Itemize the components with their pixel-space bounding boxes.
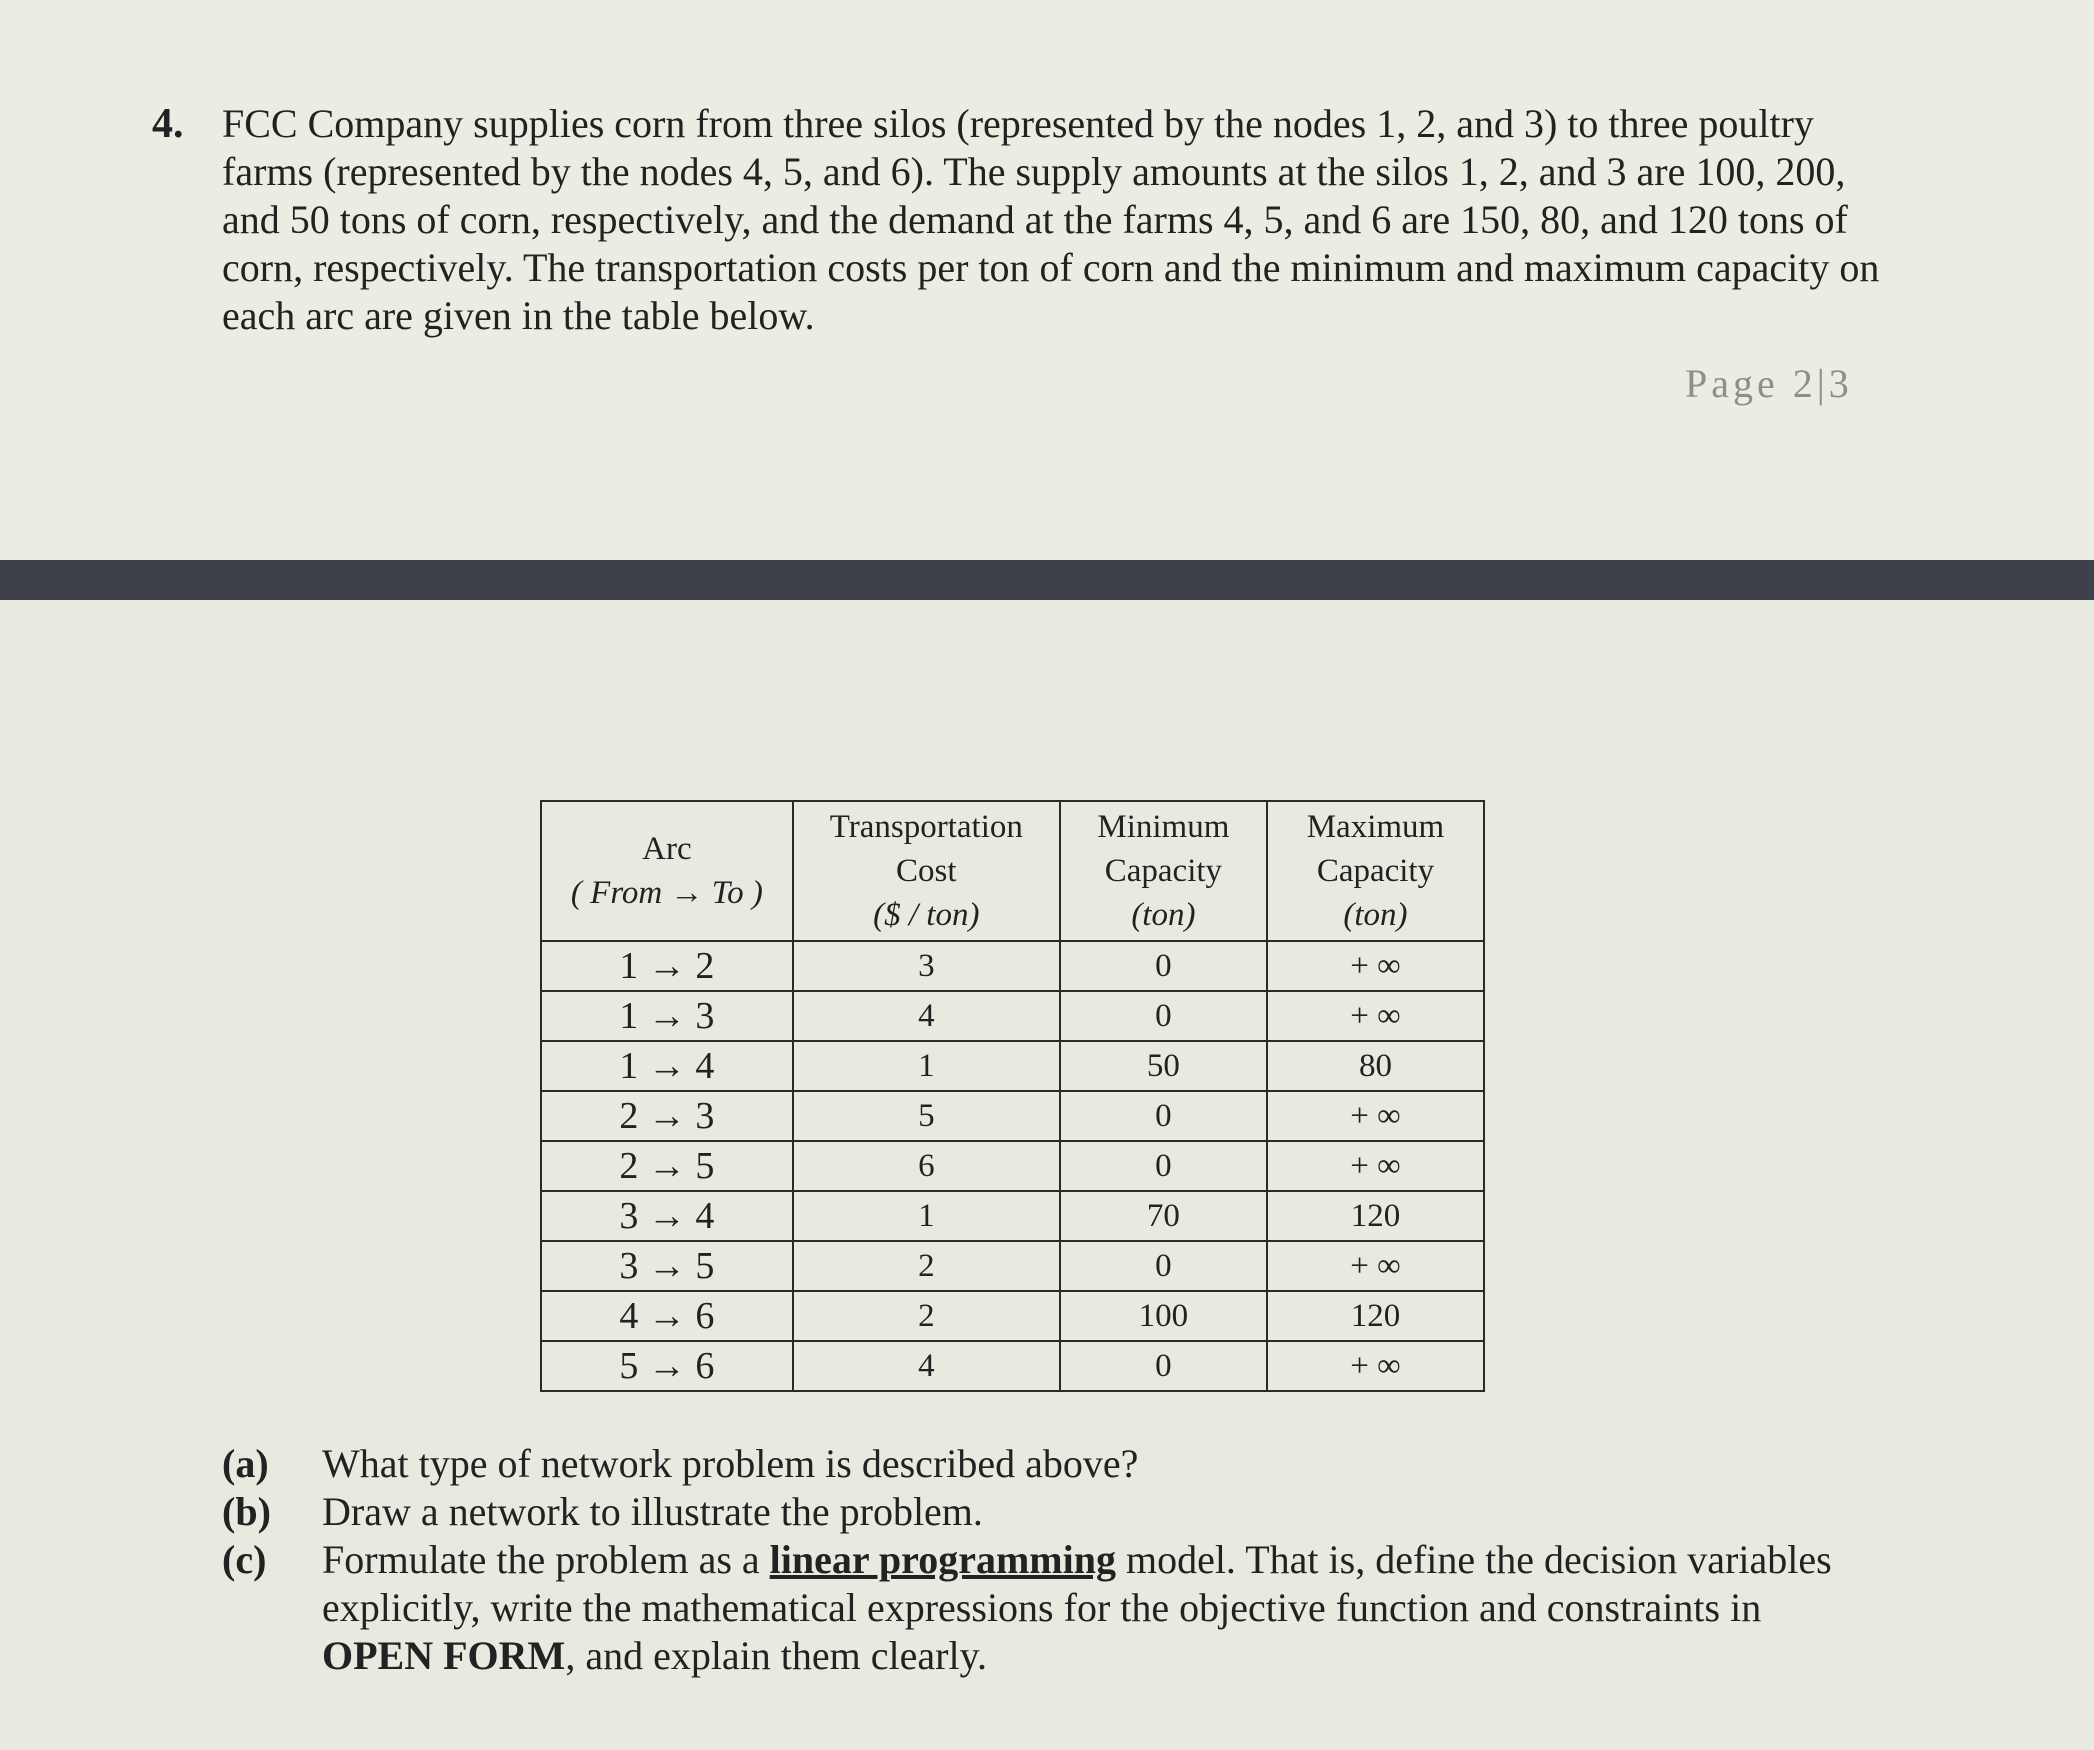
cost-cell: 2 (793, 1241, 1060, 1291)
part-b (222, 1488, 1862, 1536)
cost-cell: 4 (793, 1341, 1060, 1391)
table-row (541, 1041, 1484, 1091)
min-capacity-cell: 0 (1060, 1241, 1267, 1291)
min-capacity-cell: 0 (1060, 1091, 1267, 1141)
arc-cell: 3 → 4 (541, 1191, 793, 1241)
header-max-capacity: Maximum Capacity (ton) (1267, 801, 1484, 941)
min-capacity-cell: 0 (1060, 991, 1267, 1041)
max-capacity-cell: + ∞ (1267, 1241, 1484, 1291)
table-row (541, 1091, 1484, 1141)
arc-cell: 5 → 6 (541, 1341, 793, 1391)
arc-cell: 2 → 3 (541, 1091, 793, 1141)
header-arc: Arc ( From → To ) (541, 801, 793, 941)
arc-cell: 1 → 2 (541, 941, 793, 991)
question-text: FCC Company supplies corn from three silos (represented by the nodes 1, 2, and 3) to three poultry farms (represented by the nodes 4, 5, and 6). The supply amounts at the silos 1, 2, and 3 are 100, 200, and 50 tons of corn, respectively, and the demand at the farms 4, 5, and 6 are 150, 80, and 120 tons of corn, respectively. The transportation costs per ton of corn and the minimum and maximum capacity on each arc are given in the table below. (222, 101, 1880, 338)
max-capacity-cell: 120 (1267, 1291, 1484, 1341)
table-row (541, 1141, 1484, 1191)
table-row (541, 1341, 1484, 1391)
part-a (222, 1440, 1862, 1488)
max-capacity-cell: + ∞ (1267, 941, 1484, 991)
max-capacity-cell: 80 (1267, 1041, 1484, 1091)
table-row (541, 1241, 1484, 1291)
cost-cell: 6 (793, 1141, 1060, 1191)
table-row (541, 1291, 1484, 1341)
max-capacity-cell: 120 (1267, 1191, 1484, 1241)
min-capacity-cell: 70 (1060, 1191, 1267, 1241)
table-row (541, 991, 1484, 1041)
part-c-label: (c) (222, 1537, 267, 1582)
arc-table (540, 800, 1485, 1392)
cost-cell: 3 (793, 941, 1060, 991)
cost-cell: 1 (793, 1191, 1060, 1241)
cost-cell: 5 (793, 1091, 1060, 1141)
max-capacity-cell: + ∞ (1267, 1091, 1484, 1141)
cost-cell: 4 (793, 991, 1060, 1041)
part-b-label: (b) (222, 1489, 271, 1534)
min-capacity-cell: 0 (1060, 941, 1267, 991)
arc-cell: 1 → 3 (541, 991, 793, 1041)
screen-divider-bar (0, 560, 2094, 600)
cost-cell: 2 (793, 1291, 1060, 1341)
header-min-capacity: Minimum Capacity (ton) (1060, 801, 1267, 941)
header-cost: Transportation Cost ($ / ton) (793, 801, 1060, 941)
table-row (541, 941, 1484, 991)
table-header-row (541, 801, 1484, 941)
question-parts (222, 1440, 1862, 1680)
min-capacity-cell: 50 (1060, 1041, 1267, 1091)
part-c-text: Formulate the problem as a linear programming model. That is, define the decision variables explicitly, write the mathematical expressions for the objective function and constraints in OPEN FORM, and explain them clearly. (322, 1537, 1832, 1678)
min-capacity-cell: 100 (1060, 1291, 1267, 1341)
arc-cell: 3 → 5 (541, 1241, 793, 1291)
page-number: Page 2|3 (1685, 361, 1853, 406)
part-a-label: (a) (222, 1441, 269, 1486)
arc-cell: 1 → 4 (541, 1041, 793, 1091)
part-c (222, 1536, 1862, 1680)
question-number: 4. (152, 101, 184, 147)
part-b-text: Draw a network to illustrate the problem. (322, 1489, 983, 1534)
arc-cell: 2 → 5 (541, 1141, 793, 1191)
cost-cell: 1 (793, 1041, 1060, 1091)
part-a-text: What type of network problem is described above? (322, 1441, 1139, 1486)
open-form-emphasis: OPEN FORM (322, 1633, 566, 1678)
arc-cell: 4 → 6 (541, 1291, 793, 1341)
max-capacity-cell: + ∞ (1267, 991, 1484, 1041)
max-capacity-cell: + ∞ (1267, 1141, 1484, 1191)
max-capacity-cell: + ∞ (1267, 1341, 1484, 1391)
min-capacity-cell: 0 (1060, 1341, 1267, 1391)
min-capacity-cell: 0 (1060, 1141, 1267, 1191)
table-row (541, 1191, 1484, 1241)
linear-programming-emphasis: linear programming (769, 1537, 1116, 1582)
